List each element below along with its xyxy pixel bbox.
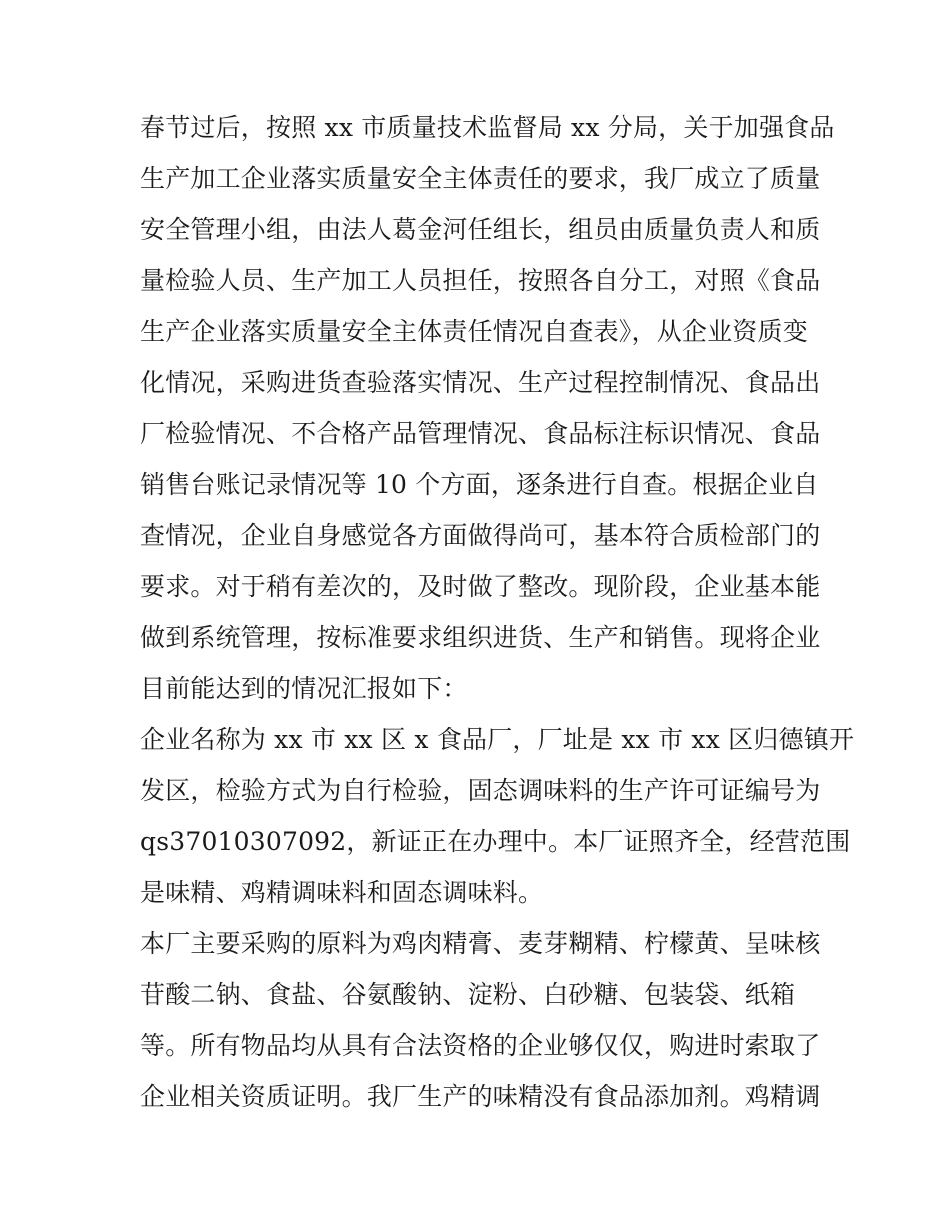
- text-line: 企业名称为 xx 市 xx 区 x 食品厂，厂址是 xx 市 xx 区归德镇开: [140, 725, 855, 754]
- text-line: 厂检验情况、不合格产品管理情况、食品标注标识情况、食品: [140, 419, 821, 448]
- text-line: 要求。对于稍有差次的，及时做了整改。现阶段，企业基本能: [140, 572, 821, 601]
- text-line: 生产企业落实质量安全主体责任情况自查表》，从企业资质变: [140, 317, 808, 346]
- text-line: qs37010307092，新证正在办理中。本厂证照齐全，经营范围: [140, 827, 851, 856]
- text-line: 量检验人员、生产加工人员担任，按照各自分工，对照《食品: [140, 266, 821, 295]
- text-line: 查情况，企业自身感觉各方面做得尚可，基本符合质检部门的: [140, 521, 821, 550]
- text-line: 企业相关资质证明。我厂生产的味精没有食品添加剂。鸡精调: [140, 1082, 821, 1111]
- text-line: 等。所有物品均从具有合法资格的企业够仅仅，购进时索取了: [140, 1031, 821, 1060]
- text-line: 本厂主要采购的原料为鸡肉精膏、麦芽糊精、柠檬黄、呈味核: [140, 929, 821, 958]
- text-line: 苷酸二钠、食盐、谷氨酸钠、淀粉、白砂糖、包装袋、纸箱: [140, 980, 796, 1009]
- text-line: 生产加工企业落实质量安全主体责任的要求，我厂成立了质量: [140, 164, 821, 193]
- text-line: 安全管理小组，由法人葛金河任组长，组员由质量负责人和质: [140, 215, 821, 244]
- text-line: 化情况，采购进货查验落实情况、生产过程控制情况、食品出: [140, 368, 821, 397]
- text-line: 发区，检验方式为自行检验，固态调味料的生产许可证编号为: [140, 776, 821, 805]
- text-line: 目前能达到的情况汇报如下：: [140, 674, 468, 703]
- text-line: 是味精、鸡精调味料和固态调味料。: [140, 878, 544, 907]
- text-line: 销售台账记录情况等 10 个方面，逐条进行自查。根据企业自: [140, 470, 819, 499]
- text-line: 春节过后，按照 xx 市质量技术监督局 xx 分局，关于加强食品: [140, 113, 835, 142]
- text-line: 做到系统管理，按标准要求组织进货、生产和销售。现将企业: [140, 623, 821, 652]
